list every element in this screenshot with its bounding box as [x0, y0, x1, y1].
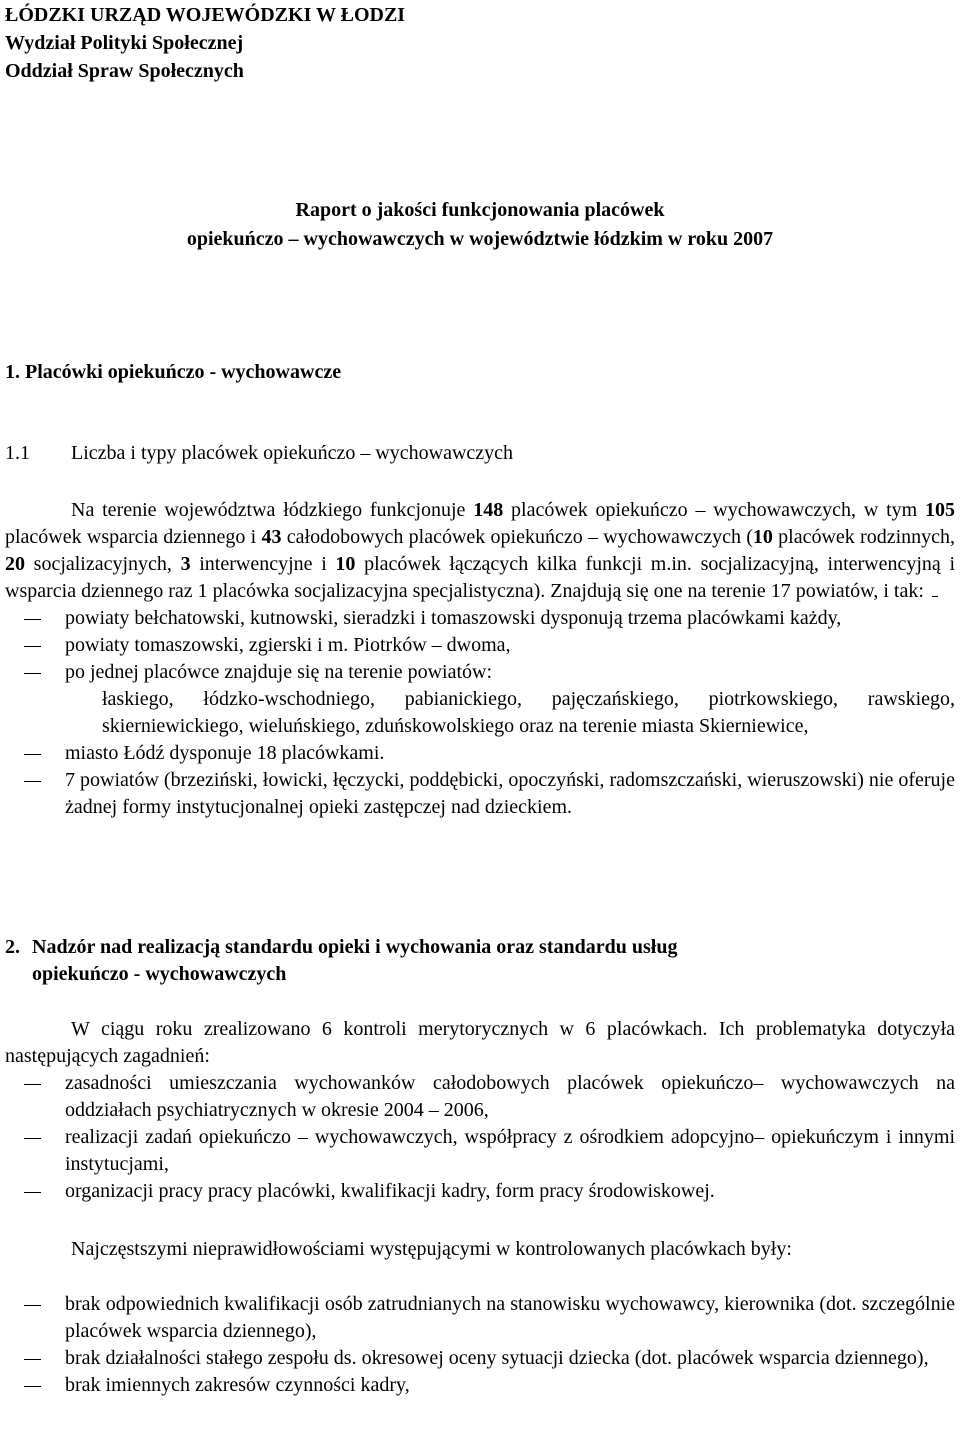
irregularities-list: [5, 1291, 955, 1399]
list-item: zasadności umieszczania wychowanków całodobowych placówek opiekuńczo– wychowawczych na oddziałach psychiatrycznych w okresie 2004 – 2006,: [5, 1070, 955, 1124]
inspection-topics-list: [5, 1070, 955, 1205]
report-title-line1: Raport o jakości funkcjonowania placówek: [295, 199, 665, 221]
section-1-1-heading: [5, 440, 513, 467]
county-sublist: łaskiego, łódzko-wschodniego, pabianickiego, pajęczańskiego, piotrkowskiego, rawskiego, skierniewickiego, wieluńskiego, zduńskowolskiego oraz na terenie miasta Skierniewice,: [102, 688, 955, 737]
paragraph-facilities-count: Na terenie województwa łódzkiego funkcjonuje 148 placówek opiekuńczo – wychowawczych, w tym 105 placówek wsparcia dziennego i 43 całodobowych placówek opiekuńczo – wychowawczych (10 placówek rodzinnych, 20 socjalizacyjnych, 3 interwencyjne i 10 placówek łączących kilka funkcji m.in. socjalizacyjną, interwencyjną i wsparcia dziennego raz 1 placówka socjalizacyjna specjalistyczna). Znajdują się one na terenie 17 powiatów, i tak:: [5, 499, 956, 602]
department-name: Wydział Polityki Społecznej: [5, 32, 244, 54]
section-2-number: 2.: [5, 936, 20, 958]
underline-mark: [932, 582, 938, 597]
paragraph-irregularities: Najczęstszymi nieprawidłowościami występującymi w kontrolowanych placówkach były:: [71, 1238, 792, 1260]
section-1-1-number: 1.1: [5, 442, 30, 464]
list-item: 7 powiatów (brzeziński, łowicki, łęczycki, poddębicki, opoczyński, radomszczański, wieruszowski) nie oferuje żadnej formy instytucjonalnej opieki zastępczej nad dzieckiem.: [5, 767, 955, 821]
section-2-body: [5, 1016, 955, 1205]
irregularities-section: [5, 1291, 955, 1399]
county-list-continued: [5, 740, 955, 821]
list-item: brak odpowiednich kwalifikacji osób zatrudnianych na stanowisku wychowawcy, kierownika (dot. szczególnie placówek wsparcia dziennego),: [5, 1291, 955, 1345]
county-list: [5, 605, 955, 686]
list-item: po jednej placówce znajduje się na terenie powiatów:: [5, 659, 955, 686]
section-1-1-body: [5, 497, 955, 821]
section-1-heading: 1. Placówki opiekuńczo - wychowawcze: [5, 361, 342, 383]
list-item: brak imiennych zakresów czynności kadry,: [5, 1372, 955, 1399]
section-2-heading: [5, 934, 955, 988]
list-item: miasto Łódź dysponuje 18 placówkami.: [5, 740, 955, 767]
section-2-title-line2: opiekuńczo - wychowawczych: [32, 963, 287, 985]
list-item: powiaty bełchatowski, kutnowski, sieradzki i tomaszowski dysponują trzema placówkami każdy,: [5, 605, 955, 632]
office-name: ŁÓDZKI URZĄD WOJEWÓDZKI W ŁODZI: [5, 4, 406, 26]
division-name: Oddział Spraw Społecznych: [5, 60, 244, 82]
list-item: brak działalności stałego zespołu ds. okresowej oceny sytuacji dziecka (dot. placówek wsparcia dziennego),: [5, 1345, 955, 1372]
list-item: organizacji pracy pracy placówki, kwalifikacji kadry, form pracy środowiskowej.: [5, 1178, 955, 1205]
office-header: [5, 1, 405, 85]
report-title: [5, 196, 955, 254]
report-title-line2: opiekuńczo – wychowawczych w województwie łódzkim w roku 2007: [186, 228, 774, 250]
section-1-1-title: Liczba i typy placówek opiekuńczo – wychowawczych: [71, 442, 514, 464]
list-item: powiaty tomaszowski, zgierski i m. Piotrków – dwoma,: [5, 632, 955, 659]
section-2-title-line1: Nadzór nad realizacją standardu opieki i wychowania oraz standardu usług: [32, 936, 678, 958]
list-item: realizacji zadań opiekuńczo – wychowawczych, współpracy z ośrodkiem adopcyjno– opiekuńczym i innymi instytucjami,: [5, 1124, 955, 1178]
paragraph-inspections: W ciągu roku zrealizowano 6 kontroli merytorycznych w 6 placówkach. Ich problematyka dotyczyła następujących zagadnień:: [5, 1018, 955, 1067]
